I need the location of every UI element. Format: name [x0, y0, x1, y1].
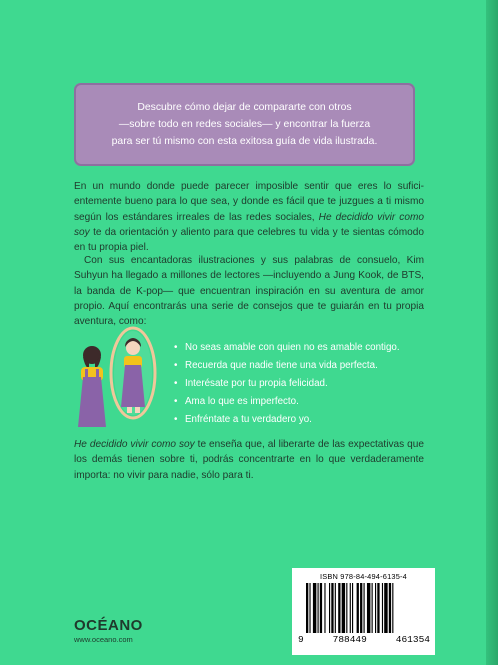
- barcode-bar: [335, 583, 336, 633]
- barcode-bar: [306, 583, 308, 633]
- callout-line-2: —sobre todo en redes sociales— y encontrar la fuerza: [118, 119, 371, 130]
- tip-item: • Recuerda que nadie tiene una vida perfecta.: [174, 357, 414, 375]
- tip-item: • Enfréntate a tu verdadero yo.: [174, 411, 414, 429]
- intro-text-end: te da orientación y aliento para que celebres tu vida y te sientas cómodo en tu propia piel.: [74, 226, 424, 254]
- barcode-bar: [350, 583, 351, 633]
- callout-line-1: Descubre cómo dejar de compararte con otros: [137, 102, 352, 113]
- publisher-url: www.oceano.com: [74, 635, 133, 644]
- barcode-bar: [342, 583, 345, 633]
- barcode-bar: [384, 583, 387, 633]
- book-title-closing: He decidido vivir como soy: [74, 439, 195, 450]
- barcode-bar: [372, 583, 373, 633]
- author-text: Con sus encantadoras ilustraciones y sus palabras de consuelo, Kim Suhyun ha llegado a millones de lectores —incluyendo a Jung Kook, de BTS, la banda de K-pop— que encuentran inspiración en su aventura de amor propio. Aquí encontrarás una serie de consejos que te guiarán en tu propia aventura, como:: [74, 255, 424, 328]
- barcode-icon: [306, 583, 422, 635]
- barcode-bar: [377, 583, 379, 633]
- tip-item: • Interésate por tu propia felicidad.: [174, 375, 414, 393]
- barcode-bar: [309, 583, 310, 633]
- publisher-name: OCÉANO: [74, 617, 143, 634]
- barcode-bar: [324, 583, 325, 633]
- barcode-bar: [357, 583, 359, 633]
- isbn-text: ISBN 978-84-494-6135-4: [320, 572, 407, 581]
- publisher-logo: [74, 617, 143, 644]
- callout-box: [74, 83, 415, 166]
- barcode-bar: [392, 583, 393, 633]
- barcode-bar: [313, 583, 316, 633]
- barcode-panel: [292, 568, 435, 655]
- barcode-bar: [346, 583, 347, 633]
- barcode-bar: [329, 583, 330, 633]
- barcode-digit-group-2: 461354: [395, 634, 430, 645]
- barcode-digit-first: 9: [298, 634, 304, 645]
- barcode-bar: [364, 583, 365, 633]
- book-title: He decidido vivir como soy: [74, 211, 424, 238]
- tips-list: [174, 339, 414, 429]
- barcode-bar: [375, 583, 376, 633]
- closing-paragraph: [74, 437, 424, 483]
- barcode-bar: [331, 583, 333, 633]
- barcode-digits: [298, 634, 430, 645]
- barcode-bar: [320, 583, 322, 633]
- tip-item: • Ama lo que es imperfecto.: [174, 393, 414, 411]
- tip-item: • No seas amable con quien no es amable contigo.: [174, 339, 414, 357]
- barcode-bar: [360, 583, 362, 633]
- author-paragraph: [74, 253, 424, 329]
- closing-text: te enseña que, al liberarte de las expectativas que los demás tienen sobre ti, podrás concentrarte en lo que verdaderamente importa: no vivir para nadie, sólo para ti.: [74, 439, 424, 481]
- callout-line-3: para ser tú mismo con esta exitosa guía de vida ilustrada.: [111, 136, 378, 147]
- barcode-bar: [389, 583, 391, 633]
- barcode-bar: [367, 583, 370, 633]
- barcode-bar: [338, 583, 340, 633]
- barcode-bar: [382, 583, 383, 633]
- mirror-illustration: [70, 325, 170, 430]
- cover-edge: [486, 0, 498, 665]
- barcode-digit-group-1: 788449: [332, 634, 367, 645]
- intro-text-start: En un mundo donde puede parecer imposible sentir que eres lo sufici-entemente bueno para lo que sea, y donde es fácil que te juzgues a ti mismo según los estándares irreales de las redes sociales,: [74, 181, 424, 223]
- barcode-bar: [352, 583, 353, 633]
- barcode-bar: [318, 583, 319, 633]
- intro-paragraph: [74, 179, 424, 255]
